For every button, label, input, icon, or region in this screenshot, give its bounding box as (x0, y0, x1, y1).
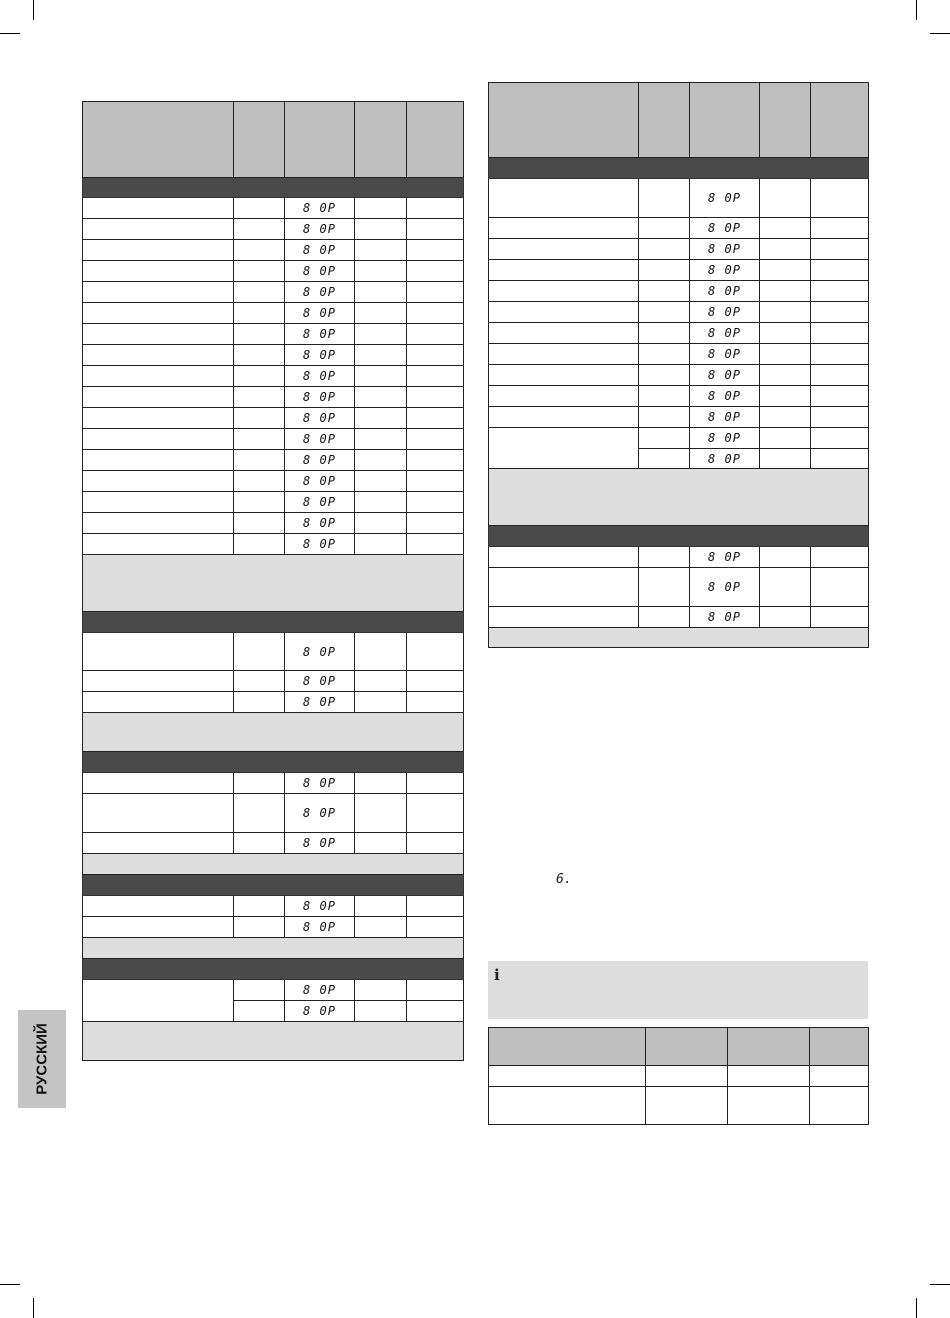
table-row (489, 1087, 869, 1125)
table-row (83, 692, 464, 713)
table-row (83, 345, 464, 366)
display-readout: 8 0P (303, 920, 336, 934)
note-band (489, 628, 869, 648)
table-row (489, 323, 869, 344)
table-row (489, 607, 869, 628)
display-readout: 8 0P (303, 516, 336, 530)
display-readout: 8 0P (708, 305, 741, 319)
table-header-row (489, 83, 869, 158)
table-row (489, 407, 869, 428)
display-readout: 8 0P (303, 432, 336, 446)
program-table-right (488, 82, 869, 648)
display-readout: 8 0P (303, 390, 336, 404)
section-band (489, 158, 869, 179)
table-row (489, 179, 869, 218)
display-readout: 8 0P (708, 431, 741, 445)
display-readout: 8 0P (708, 550, 741, 564)
display-readout: 8 0P (303, 369, 336, 383)
note-band (83, 555, 464, 612)
table-row (83, 282, 464, 303)
display-readout: 8 0P (303, 806, 336, 820)
display-readout: 8 0P (708, 451, 741, 466)
table-row (489, 281, 869, 302)
display-readout: 8 0P (303, 899, 336, 913)
table-row (489, 428, 869, 449)
display-readout: 8 0P (303, 327, 336, 341)
display-glyph: 6. (556, 872, 572, 887)
table-row (83, 219, 464, 240)
display-readout: 8 0P (708, 242, 741, 256)
info-note-box (488, 961, 868, 1019)
table-row (83, 773, 464, 794)
table-row (83, 513, 464, 534)
display-readout: 8 0P (303, 983, 336, 997)
section-band (83, 752, 464, 773)
table-header-row (83, 102, 464, 178)
display-readout: 8 0P (303, 453, 336, 467)
note-band (83, 713, 464, 752)
table-row (83, 633, 464, 671)
language-label: РУССКИЙ (33, 1023, 51, 1095)
table-row (489, 218, 869, 239)
crop-mark (930, 33, 950, 34)
display-readout: 8 0P (303, 264, 336, 278)
display-readout: 8 0P (303, 243, 336, 257)
display-readout: 8 0P (303, 776, 336, 790)
crop-mark (0, 1284, 20, 1285)
crop-mark (0, 33, 20, 34)
display-readout: 8 0P (303, 836, 336, 850)
section-band (83, 875, 464, 896)
note-band (83, 938, 464, 959)
display-readout: 8 0P (708, 347, 741, 361)
table-row (489, 239, 869, 260)
table-row (83, 261, 464, 282)
display-readout: 8 0P (708, 368, 741, 382)
table-row (83, 896, 464, 917)
display-readout: 8 0P (303, 644, 336, 659)
display-readout: 8 0P (708, 191, 741, 205)
display-readout: 8 0P (708, 326, 741, 340)
display-readout: 8 0P (303, 674, 336, 688)
table-row (489, 1066, 869, 1087)
display-readout: 8 0P (303, 1004, 336, 1018)
table-row (83, 429, 464, 450)
section-band (83, 959, 464, 980)
table-header-row (489, 1028, 869, 1066)
table-row (489, 547, 869, 568)
table-row (83, 240, 464, 261)
display-readout: 8 0P (708, 284, 741, 298)
section-band (83, 178, 464, 198)
display-readout: 8 0P (303, 201, 336, 215)
table-row (83, 917, 464, 938)
crop-mark (916, 0, 917, 20)
table-row (489, 344, 869, 365)
table-row (83, 471, 464, 492)
program-table-left (82, 101, 464, 1061)
display-readout: 8 0P (303, 474, 336, 488)
display-readout: 8 0P (303, 537, 336, 551)
note-band (489, 469, 869, 526)
summary-table (488, 1027, 869, 1125)
table-row (83, 324, 464, 345)
table-row (83, 450, 464, 471)
language-side-tab (18, 1010, 66, 1108)
table-row (83, 794, 464, 833)
display-readout: 8 0P (303, 222, 336, 236)
crop-mark (916, 1298, 917, 1318)
display-readout: 8 0P (708, 610, 741, 624)
display-readout: 8 0P (303, 348, 336, 362)
display-readout: 8 0P (303, 411, 336, 425)
crop-mark (33, 1298, 34, 1318)
display-readout: 8 0P (303, 495, 336, 509)
table-row (83, 534, 464, 555)
table-row (83, 408, 464, 429)
table-row (489, 260, 869, 281)
table-row (83, 198, 464, 219)
note-band (83, 1022, 464, 1061)
note-band (83, 854, 464, 875)
display-readout: 8 0P (708, 410, 741, 424)
display-readout: 8 0P (303, 695, 336, 709)
table-row (83, 671, 464, 692)
table-row (489, 302, 869, 323)
table-row (489, 365, 869, 386)
table-row (83, 492, 464, 513)
display-readout: 8 0P (303, 306, 336, 320)
table-row (83, 980, 464, 1001)
crop-mark (930, 1284, 950, 1285)
table-row (83, 303, 464, 324)
table-row (489, 568, 869, 607)
table-row (83, 366, 464, 387)
display-readout: 8 0P (708, 263, 741, 277)
display-readout: 8 0P (303, 285, 336, 299)
table-row (489, 386, 869, 407)
section-band (489, 526, 869, 547)
crop-mark (33, 0, 34, 20)
info-icon: i (494, 966, 500, 984)
section-band (83, 612, 464, 633)
table-row (83, 387, 464, 408)
display-readout: 8 0P (708, 580, 741, 594)
table-row (83, 833, 464, 854)
display-readout: 8 0P (708, 389, 741, 403)
display-readout: 8 0P (708, 221, 741, 235)
